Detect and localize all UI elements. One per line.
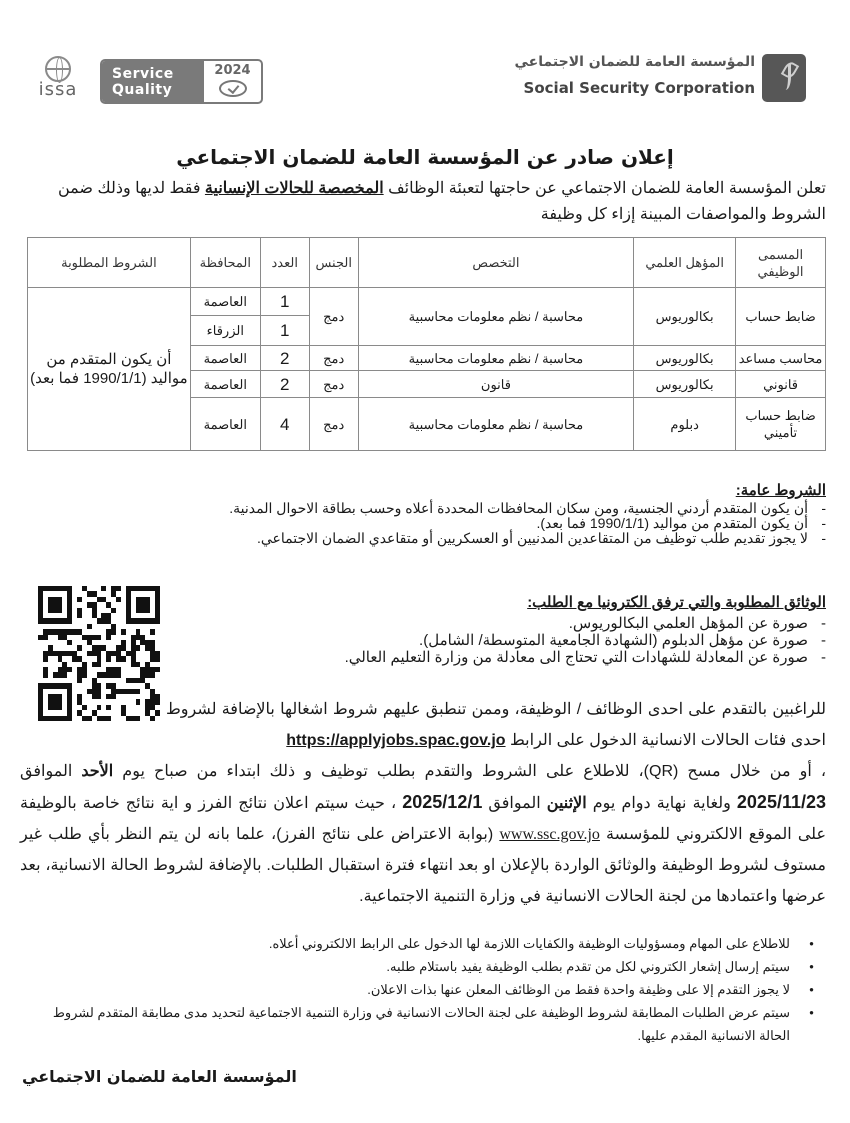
issa-logo xyxy=(30,56,86,106)
badge-line1: Service xyxy=(112,66,174,82)
intro-paragraph xyxy=(16,176,826,228)
cell-gender: دمج xyxy=(309,288,358,346)
badge-line2: Quality xyxy=(112,82,173,98)
cell-qualification: بكالوريوس xyxy=(634,371,736,398)
table-header-row xyxy=(28,238,826,288)
org-name-en: Social Security Corporation xyxy=(523,79,755,97)
documents-list xyxy=(216,615,826,666)
notes-list xyxy=(36,932,826,1047)
cell-job-title: قانوني xyxy=(736,371,826,398)
globe-icon xyxy=(45,56,71,82)
cell-count: 2 xyxy=(260,346,309,371)
cell-governorate: الزرقاء xyxy=(190,316,260,346)
cell-specialization: قانون xyxy=(358,371,633,398)
cell-qualification: دبلوم xyxy=(634,398,736,451)
issa-wordmark: issa xyxy=(38,79,78,100)
general-conditions-heading: الشروط عامة: xyxy=(735,482,826,499)
service-quality-badge xyxy=(100,59,263,104)
header-governorate: المحافظة xyxy=(190,238,260,288)
org-name-ar: المؤسسة العامة للضمان الاجتماعي xyxy=(514,54,755,70)
qr-code[interactable] xyxy=(38,586,160,721)
check-icon xyxy=(219,80,247,97)
intro-emphasis: المخصصة للحالات الإنسانية xyxy=(204,180,384,197)
list-item: ● سيتم إرسال إشعار الكتروني لكل من تقدم بطلب الوظيفة يفيد باستلام طلبه. xyxy=(36,955,826,978)
header-count: العدد xyxy=(260,238,309,288)
application-text: (بوابة الاعتراض على نتائج الفرز)، علما بانه لن يتم النظر بأي طلب غير مستوف لشروط الوظيفة والوثائق الواردة بالإعلان او بعد انتهاء فترة استقبال الطلبات. بالإضافة لشروط الحالة الانسانية، بعد عرضها واعتمادها من لجنة الحالات الانسانية في وزارة التنمية الاجتماعية. xyxy=(20,826,826,905)
cell-governorate: العاصمة xyxy=(190,288,260,316)
header-qualification: المؤهل العلمي xyxy=(634,238,736,288)
cell-job-title: ضابط حساب تأميني xyxy=(736,398,826,451)
list-item: - صورة عن مؤهل الدبلوم (الشهادة الجامعية المتوسطة/ الشامل). xyxy=(216,632,826,649)
intro-text-2: فقط لديها وذلك ضمن الشروط والمواصفات المبينة إزاء كل وظيفة xyxy=(58,180,826,223)
list-item: - صورة عن المعادلة للشهادات التي تحتاج الى معادلة من وزارة التعليم العالي. xyxy=(216,649,826,666)
list-item: - أن يكون المتقدم أردني الجنسية، ومن سكان المحافظات المحددة أعلاه وحسب بطاقة الاحوال المدنية. xyxy=(216,501,826,516)
cell-gender: دمج xyxy=(309,398,358,451)
ssc-name-block xyxy=(515,52,755,99)
application-paragraph xyxy=(20,756,826,912)
cell-job-title: محاسب مساعد xyxy=(736,346,826,371)
cell-gender: دمج xyxy=(309,346,358,371)
cell-count: 2 xyxy=(260,371,309,398)
apply-link[interactable]: https://applyjobs.spac.gov.jo xyxy=(286,732,506,749)
list-item: ● سيتم عرض الطلبات المطابقة لشروط الوظيفة على لجنة الحالات الانسانية في وزارة التنمية الاجتماعية لتحديد مدى مطابقة المتقدم لشروط الحالة الانسانية المقدم عليها. xyxy=(36,1001,826,1047)
cell-governorate: العاصمة xyxy=(190,346,260,371)
cell-count: 1 xyxy=(260,288,309,316)
application-text: ولغاية نهاية دوام يوم xyxy=(586,795,737,812)
list-item: - لا يجوز تقديم طلب توظيف من المتقاعدين المدنيين أو العسكريين أو متقاعدي الضمان الاجتماعي. xyxy=(216,531,826,546)
cell-qualification: بكالوريوس xyxy=(634,346,736,371)
cell-requirements: أن يكون المتقدم من مواليد (1990/1/1 فما بعد) xyxy=(28,288,191,451)
end-date: 2025/12/1 xyxy=(402,792,483,812)
application-text: الموافق xyxy=(20,763,82,780)
application-paragraph-top xyxy=(166,694,826,756)
application-text: الموافق xyxy=(482,795,547,812)
list-item: ● لا يجوز التقدم إلا على وظيفة واحدة فقط من الوظائف المعلن عنها بذات الاعلان. xyxy=(36,978,826,1001)
cell-job-title: ضابط حساب xyxy=(736,288,826,346)
jobs-table xyxy=(27,237,826,451)
table-row xyxy=(28,288,826,316)
signature: المؤسسة العامة للضمان الاجتماعي xyxy=(22,1067,297,1086)
end-day: الإثنين xyxy=(546,795,587,812)
cell-governorate: العاصمة xyxy=(190,398,260,451)
cell-specialization: محاسبة / نظم معلومات محاسبية xyxy=(358,346,633,371)
cell-specialization: محاسبة / نظم معلومات محاسبية xyxy=(358,288,633,346)
cell-gender: دمج xyxy=(309,371,358,398)
cell-count: 1 xyxy=(260,316,309,346)
application-text: ، حيث سيتم اعلان نتائج الفرز و اية نتائج خاصة بالوظيفة على الموقع الالكتروني للمؤسسة xyxy=(20,795,827,843)
cell-governorate: العاصمة xyxy=(190,371,260,398)
start-date: 2025/11/23 xyxy=(736,792,827,812)
header-job-title: المسمى الوظيفي xyxy=(736,238,826,288)
header-specialization: التخصص xyxy=(358,238,633,288)
ssc-site-link[interactable]: www.ssc.gov.jo xyxy=(499,826,600,843)
header-gender: الجنس xyxy=(309,238,358,288)
application-text: ، أو من خلال مسح (QR)، للاطلاع على الشروط والتقدم بطلب توظيف و ذلك ابتداء من صباح يوم xyxy=(113,763,827,780)
badge-year: 2024 xyxy=(214,63,251,78)
ssc-logo-icon xyxy=(762,54,806,102)
header-requirements: الشروط المطلوبة xyxy=(28,238,191,288)
application-text: للراغبين بالتقدم على احدى الوظائف / الوظيفة، وممن تنطبق عليهم شروط اشغالها بالإضافة لشروط احدى فئات الحالات الانسانية الدخول على الرابط xyxy=(166,701,826,749)
page-title: إعلان صادر عن المؤسسة العامة للضمان الاجتماعي xyxy=(176,145,674,169)
general-conditions-list xyxy=(216,501,826,546)
cell-qualification: بكالوريوس xyxy=(634,288,736,346)
documents-heading: الوثائق المطلوبة والتي ترفق الكترونيا مع الطلب: xyxy=(527,594,826,611)
start-day: الأحد xyxy=(81,763,114,780)
list-item: - صورة عن المؤهل العلمي البكالوريوس. xyxy=(216,615,826,632)
cell-specialization: محاسبة / نظم معلومات محاسبية xyxy=(358,398,633,451)
list-item: ● للاطلاع على المهام ومسؤوليات الوظيفة والكفايات اللازمة لها الدخول على الرابط الالكتروني أعلاه. xyxy=(36,932,826,955)
list-item: - أن يكون المتقدم من مواليد (1990/1/1 فما بعد). xyxy=(216,516,826,531)
intro-text-1: تعلن المؤسسة العامة للضمان الاجتماعي عن حاجتها لتعبئة الوظائف xyxy=(383,180,826,197)
cell-count: 4 xyxy=(260,398,309,451)
